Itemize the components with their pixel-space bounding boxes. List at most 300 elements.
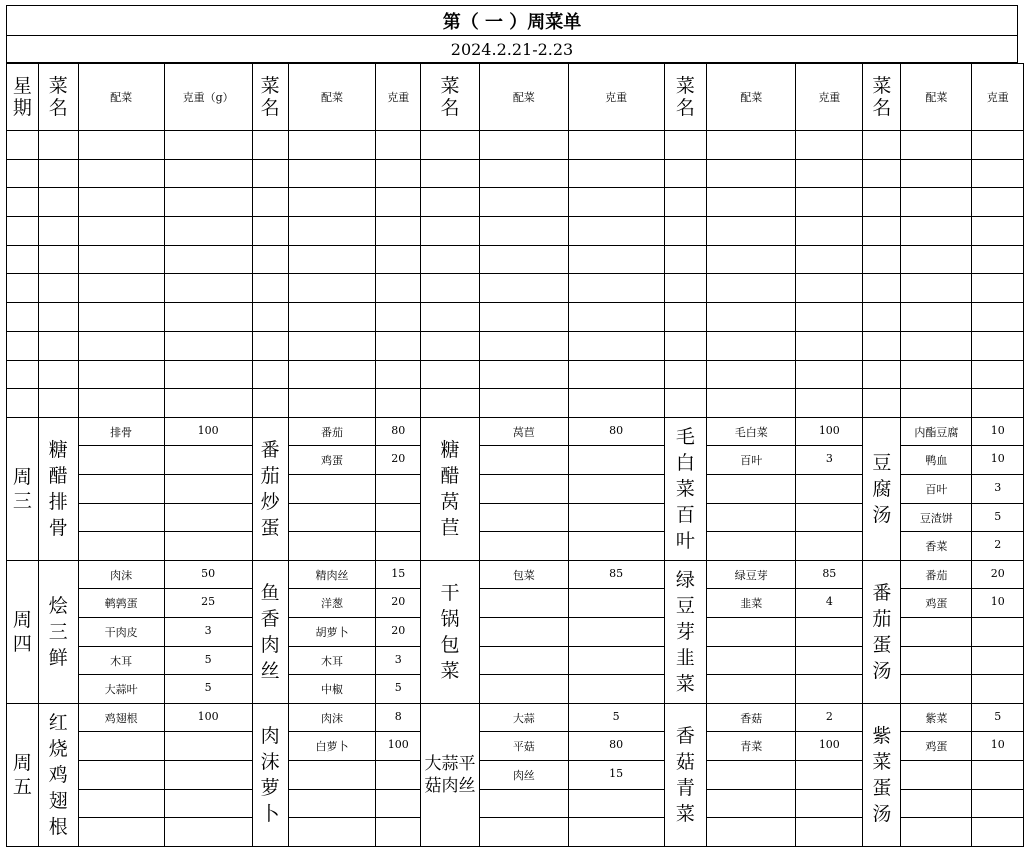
header-weekday: 星期 <box>7 64 39 131</box>
weight-cell: 100 <box>164 703 252 732</box>
ingredient-cell: 洋葱 <box>288 589 376 618</box>
ingredient-cell <box>288 532 376 561</box>
weight-cell: 20 <box>376 446 421 475</box>
weight-cell <box>376 503 421 532</box>
weight-cell <box>972 646 1024 675</box>
ingredient-cell: 百叶 <box>707 446 796 475</box>
empty-cell <box>38 217 78 246</box>
weight-cell <box>568 532 664 561</box>
empty-row <box>7 274 1024 303</box>
weight-cell: 4 <box>796 589 863 618</box>
weight-cell: 8 <box>376 703 421 732</box>
weight-cell <box>376 532 421 561</box>
header-ingredient: 配菜 <box>479 64 568 131</box>
empty-cell <box>252 331 288 360</box>
empty-cell <box>78 217 164 246</box>
dish-name: 烩三鲜 <box>38 560 78 703</box>
empty-cell <box>901 217 972 246</box>
empty-cell <box>164 303 252 332</box>
weight-cell <box>376 761 421 790</box>
weight-cell: 3 <box>796 446 863 475</box>
empty-cell <box>707 188 796 217</box>
header-ingredient: 配菜 <box>707 64 796 131</box>
ingredient-cell: 肉沫 <box>78 560 164 589</box>
ingredient-cell <box>288 503 376 532</box>
empty-cell <box>796 331 863 360</box>
ingredient-cell: 韭菜 <box>707 589 796 618</box>
empty-cell <box>863 303 901 332</box>
menu-row <box>7 703 1024 732</box>
weight-cell <box>796 646 863 675</box>
empty-cell <box>707 389 796 418</box>
weight-cell: 100 <box>796 732 863 761</box>
ingredient-cell <box>479 789 568 818</box>
ingredient-cell: 肉丝 <box>479 761 568 790</box>
empty-cell <box>863 389 901 418</box>
weight-cell <box>164 532 252 561</box>
empty-cell <box>972 274 1024 303</box>
weight-cell <box>972 618 1024 647</box>
ingredient-cell: 鸡蛋 <box>288 446 376 475</box>
empty-cell <box>707 274 796 303</box>
ingredient-cell <box>78 732 164 761</box>
empty-cell <box>38 274 78 303</box>
empty-cell <box>901 245 972 274</box>
ingredient-cell <box>78 789 164 818</box>
empty-cell <box>376 188 421 217</box>
empty-cell <box>421 303 480 332</box>
empty-cell <box>479 188 568 217</box>
ingredient-cell: 白萝卜 <box>288 732 376 761</box>
empty-cell <box>863 159 901 188</box>
empty-cell <box>707 360 796 389</box>
ingredient-cell: 绿豆芽 <box>707 560 796 589</box>
ingredient-cell: 鸭血 <box>901 446 972 475</box>
empty-cell <box>796 389 863 418</box>
ingredient-cell <box>479 503 568 532</box>
weekday-cell: 周三 <box>7 417 39 560</box>
weight-cell: 2 <box>796 703 863 732</box>
empty-cell <box>972 303 1024 332</box>
ingredient-cell: 平菇 <box>479 732 568 761</box>
weight-cell <box>796 818 863 847</box>
empty-cell <box>863 274 901 303</box>
empty-cell <box>38 188 78 217</box>
ingredient-cell: 毛白菜 <box>707 417 796 446</box>
dish-name: 豆腐汤 <box>863 417 901 560</box>
empty-cell <box>376 131 421 160</box>
weight-cell: 10 <box>972 417 1024 446</box>
empty-cell <box>421 217 480 246</box>
header-ingredient: 配菜 <box>901 64 972 131</box>
weight-cell: 80 <box>568 732 664 761</box>
weight-cell: 100 <box>796 417 863 446</box>
ingredient-cell: 包菜 <box>479 560 568 589</box>
ingredient-cell <box>479 532 568 561</box>
empty-cell <box>568 274 664 303</box>
empty-cell <box>664 131 707 160</box>
ingredient-cell: 大蒜 <box>479 703 568 732</box>
dish-name: 红烧鸡翅根 <box>38 703 78 846</box>
empty-cell <box>796 217 863 246</box>
empty-cell <box>421 131 480 160</box>
empty-cell <box>164 159 252 188</box>
empty-cell <box>252 303 288 332</box>
ingredient-cell: 肉沫 <box>288 703 376 732</box>
empty-row <box>7 245 1024 274</box>
empty-cell <box>972 331 1024 360</box>
ingredient-cell <box>707 761 796 790</box>
empty-cell <box>7 331 39 360</box>
empty-cell <box>568 303 664 332</box>
weight-cell: 20 <box>972 560 1024 589</box>
weekday-cell: 周四 <box>7 560 39 703</box>
empty-cell <box>901 303 972 332</box>
empty-cell <box>479 331 568 360</box>
empty-cell <box>664 245 707 274</box>
empty-cell <box>7 188 39 217</box>
empty-cell <box>78 131 164 160</box>
weight-cell <box>568 503 664 532</box>
empty-cell <box>796 188 863 217</box>
empty-cell <box>376 217 421 246</box>
empty-cell <box>252 217 288 246</box>
empty-cell <box>972 245 1024 274</box>
ingredient-cell <box>901 761 972 790</box>
weight-cell: 80 <box>568 417 664 446</box>
header-ingredient: 配菜 <box>78 64 164 131</box>
dish-name: 番茄蛋汤 <box>863 560 901 703</box>
empty-cell <box>376 389 421 418</box>
ingredient-cell <box>707 475 796 504</box>
weekday-cell: 周五 <box>7 703 39 846</box>
empty-row <box>7 188 1024 217</box>
weight-cell: 80 <box>376 417 421 446</box>
empty-cell <box>421 188 480 217</box>
weight-cell: 3 <box>972 475 1024 504</box>
weight-cell <box>164 446 252 475</box>
empty-cell <box>288 188 376 217</box>
empty-cell <box>707 331 796 360</box>
empty-cell <box>421 360 480 389</box>
header-weight: 克重（g） <box>164 64 252 131</box>
ingredient-cell: 百叶 <box>901 475 972 504</box>
empty-cell <box>164 360 252 389</box>
weight-cell <box>568 475 664 504</box>
empty-cell <box>972 131 1024 160</box>
empty-cell <box>901 331 972 360</box>
weight-cell <box>796 789 863 818</box>
weight-cell: 5 <box>164 646 252 675</box>
empty-cell <box>164 331 252 360</box>
ingredient-cell <box>901 646 972 675</box>
weight-cell <box>796 618 863 647</box>
ingredient-cell <box>78 503 164 532</box>
ingredient-cell: 香菜 <box>901 532 972 561</box>
empty-cell <box>863 188 901 217</box>
menu-row <box>7 417 1024 446</box>
empty-cell <box>376 159 421 188</box>
ingredient-cell: 中椒 <box>288 675 376 704</box>
ingredient-cell <box>901 618 972 647</box>
empty-cell <box>901 159 972 188</box>
empty-cell <box>38 131 78 160</box>
weight-cell: 25 <box>164 589 252 618</box>
weight-cell <box>164 761 252 790</box>
weight-cell <box>796 675 863 704</box>
ingredient-cell <box>479 589 568 618</box>
ingredient-cell <box>901 818 972 847</box>
empty-cell <box>707 159 796 188</box>
header-ingredient: 配菜 <box>288 64 376 131</box>
empty-cell <box>863 331 901 360</box>
empty-cell <box>252 159 288 188</box>
dish-name: 糖醋排骨 <box>38 417 78 560</box>
empty-cell <box>7 131 39 160</box>
empty-cell <box>421 389 480 418</box>
empty-row <box>7 217 1024 246</box>
dish-name: 鱼香肉丝 <box>252 560 288 703</box>
empty-cell <box>901 131 972 160</box>
weight-cell <box>568 818 664 847</box>
empty-cell <box>376 303 421 332</box>
ingredient-cell: 干肉皮 <box>78 618 164 647</box>
header-dish: 菜名 <box>252 64 288 131</box>
empty-cell <box>796 274 863 303</box>
empty-cell <box>78 159 164 188</box>
header-weight: 克重 <box>568 64 664 131</box>
empty-cell <box>252 131 288 160</box>
empty-cell <box>164 245 252 274</box>
weight-cell: 50 <box>164 560 252 589</box>
ingredient-cell <box>707 818 796 847</box>
empty-cell <box>972 360 1024 389</box>
empty-cell <box>164 131 252 160</box>
weight-cell: 15 <box>376 560 421 589</box>
weight-cell <box>568 675 664 704</box>
weight-cell <box>568 646 664 675</box>
ingredient-cell: 木耳 <box>288 646 376 675</box>
empty-cell <box>164 274 252 303</box>
empty-row <box>7 360 1024 389</box>
empty-cell <box>7 274 39 303</box>
ingredient-cell <box>901 675 972 704</box>
empty-cell <box>863 245 901 274</box>
empty-cell <box>252 188 288 217</box>
weight-cell <box>164 475 252 504</box>
dish-name: 毛白菜百叶 <box>664 417 707 560</box>
empty-cell <box>972 217 1024 246</box>
empty-cell <box>78 245 164 274</box>
empty-cell <box>252 274 288 303</box>
ingredient-cell: 木耳 <box>78 646 164 675</box>
weight-cell: 85 <box>568 560 664 589</box>
ingredient-cell <box>707 618 796 647</box>
ingredient-cell <box>78 446 164 475</box>
empty-cell <box>78 389 164 418</box>
empty-cell <box>479 131 568 160</box>
empty-cell <box>901 360 972 389</box>
ingredient-cell <box>78 761 164 790</box>
empty-cell <box>972 389 1024 418</box>
empty-cell <box>664 389 707 418</box>
header-dish: 菜名 <box>38 64 78 131</box>
weight-cell <box>972 675 1024 704</box>
empty-cell <box>479 303 568 332</box>
weight-cell: 10 <box>972 446 1024 475</box>
empty-cell <box>38 331 78 360</box>
ingredient-cell: 紫菜 <box>901 703 972 732</box>
menu-table <box>6 63 1024 847</box>
empty-cell <box>252 245 288 274</box>
menu-title: 第（ 一 ）周菜单 <box>6 5 1018 35</box>
weight-cell: 10 <box>972 732 1024 761</box>
empty-cell <box>568 360 664 389</box>
ingredient-cell: 香菇 <box>707 703 796 732</box>
empty-cell <box>863 131 901 160</box>
empty-cell <box>568 389 664 418</box>
empty-cell <box>863 360 901 389</box>
empty-cell <box>568 188 664 217</box>
empty-cell <box>78 188 164 217</box>
weight-cell: 3 <box>376 646 421 675</box>
empty-cell <box>252 389 288 418</box>
empty-cell <box>376 274 421 303</box>
ingredient-cell <box>288 475 376 504</box>
empty-cell <box>568 217 664 246</box>
ingredient-cell <box>288 789 376 818</box>
empty-cell <box>901 389 972 418</box>
weight-cell <box>164 503 252 532</box>
ingredient-cell <box>479 446 568 475</box>
weight-cell <box>376 475 421 504</box>
empty-cell <box>288 131 376 160</box>
ingredient-cell <box>288 761 376 790</box>
empty-cell <box>664 360 707 389</box>
ingredient-cell <box>707 532 796 561</box>
empty-cell <box>164 389 252 418</box>
ingredient-cell: 鸡蛋 <box>901 732 972 761</box>
weight-cell <box>164 818 252 847</box>
weight-cell: 3 <box>164 618 252 647</box>
empty-cell <box>707 217 796 246</box>
weight-cell <box>568 789 664 818</box>
empty-cell <box>421 245 480 274</box>
ingredient-cell <box>707 675 796 704</box>
empty-cell <box>479 245 568 274</box>
ingredient-cell: 鸡翅根 <box>78 703 164 732</box>
empty-cell <box>78 303 164 332</box>
dish-name: 紫菜蛋汤 <box>863 703 901 846</box>
weight-cell <box>568 589 664 618</box>
weight-cell <box>796 503 863 532</box>
empty-cell <box>7 159 39 188</box>
dish-name: 干锅包菜 <box>421 560 480 703</box>
empty-cell <box>421 159 480 188</box>
ingredient-cell <box>479 618 568 647</box>
empty-cell <box>252 360 288 389</box>
weight-cell <box>376 818 421 847</box>
dish-name: 香菇青菜 <box>664 703 707 846</box>
empty-cell <box>288 389 376 418</box>
empty-cell <box>568 159 664 188</box>
empty-cell <box>7 389 39 418</box>
empty-cell <box>78 274 164 303</box>
header-dish: 菜名 <box>664 64 707 131</box>
empty-cell <box>7 360 39 389</box>
empty-cell <box>164 188 252 217</box>
empty-cell <box>796 245 863 274</box>
empty-cell <box>164 217 252 246</box>
ingredient-cell <box>78 818 164 847</box>
empty-cell <box>376 245 421 274</box>
empty-cell <box>78 360 164 389</box>
ingredient-cell <box>901 789 972 818</box>
empty-cell <box>38 245 78 274</box>
weight-cell <box>164 789 252 818</box>
empty-cell <box>664 303 707 332</box>
ingredient-cell <box>78 475 164 504</box>
empty-cell <box>479 217 568 246</box>
weight-cell <box>972 789 1024 818</box>
header-dish: 菜名 <box>421 64 480 131</box>
ingredient-cell <box>707 503 796 532</box>
empty-cell <box>479 389 568 418</box>
ingredient-cell: 鹌鹑蛋 <box>78 589 164 618</box>
ingredient-cell: 鸡蛋 <box>901 589 972 618</box>
empty-row <box>7 303 1024 332</box>
weight-cell <box>568 446 664 475</box>
weight-cell: 20 <box>376 589 421 618</box>
empty-cell <box>664 331 707 360</box>
header-weight: 克重 <box>796 64 863 131</box>
empty-cell <box>796 131 863 160</box>
weight-cell: 5 <box>972 703 1024 732</box>
weight-cell <box>796 475 863 504</box>
header-weight: 克重 <box>376 64 421 131</box>
empty-cell <box>901 188 972 217</box>
empty-cell <box>568 131 664 160</box>
ingredient-cell <box>479 818 568 847</box>
empty-cell <box>664 217 707 246</box>
empty-cell <box>479 274 568 303</box>
empty-cell <box>288 217 376 246</box>
ingredient-cell: 胡萝卜 <box>288 618 376 647</box>
empty-cell <box>7 217 39 246</box>
ingredient-cell: 排骨 <box>78 417 164 446</box>
empty-cell <box>796 303 863 332</box>
empty-cell <box>288 274 376 303</box>
ingredient-cell: 番茄 <box>288 417 376 446</box>
weight-cell: 10 <box>972 589 1024 618</box>
dish-name: 糖醋莴苣 <box>421 417 480 560</box>
empty-cell <box>664 188 707 217</box>
empty-cell <box>38 159 78 188</box>
date-range: 2024.2.21-2.23 <box>6 35 1018 63</box>
empty-row <box>7 389 1024 418</box>
weight-cell: 15 <box>568 761 664 790</box>
menu-row <box>7 560 1024 589</box>
ingredient-cell <box>479 475 568 504</box>
weight-cell: 85 <box>796 560 863 589</box>
empty-cell <box>568 331 664 360</box>
header-row <box>7 64 1024 131</box>
weight-cell <box>796 761 863 790</box>
ingredient-cell: 青菜 <box>707 732 796 761</box>
empty-cell <box>972 159 1024 188</box>
empty-cell <box>421 274 480 303</box>
empty-cell <box>479 360 568 389</box>
